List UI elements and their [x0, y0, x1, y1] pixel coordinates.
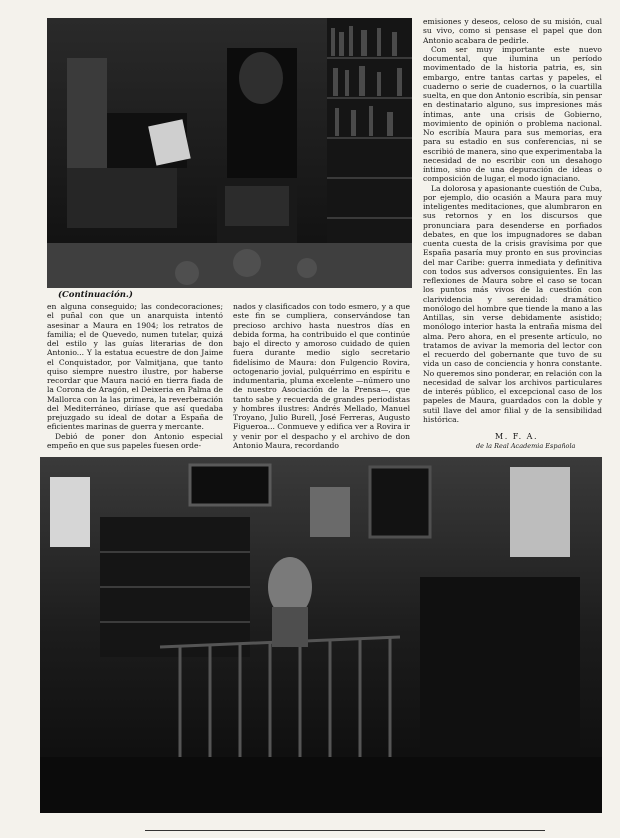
photo-archive-image	[40, 457, 602, 813]
photo-study-top	[47, 18, 412, 288]
article-column-left	[47, 302, 223, 454]
paragraph: nados y clasificados con todo esmero, y a que este fin se cumpliera, conservándose tan precioso archivo hasta nuestros días en debida forma, ha contribuido el que continúe bajo el directo y amoroso cuidado de quien fuera durante medio siglo secretario fidelísimo de Maura: don Fulgencio Rovira, octogenario jovial, pulquérrimo en espíritu e indumentaria, pluma excelente —número uno de nuestro Asociación de la Prensa—, que tanto sabe y recuerda de grandes periodistas y hombres ilustres: Andrés Mellado, Manuel Troyano, Julio Burell, José Ferreras, Augusto Figueroa... Conmueve y edifica ver a Rovira ir y venir por el despacho y el archivo de don Antonio Maura, recordando	[233, 302, 410, 450]
paragraph: Debió de poner don Antonio especial empeño en que sus papeles fuesen orde-	[47, 431, 223, 450]
author-signature: M. F. A.	[495, 432, 538, 441]
author-affiliation: de la Real Academia Española	[476, 442, 576, 450]
article-column-middle	[233, 302, 410, 454]
photo-archive-bottom	[40, 457, 602, 813]
paragraph: La dolorosa y apasionante cuestión de Cuba, por ejemplo, dio ocasión a Maura para muy inteligentes meditaciones, que alumbraron en sus retornos y en los discursos que pronunciara para desenderse en porfiados debates, en que los impugnadores se daban cuenta cuesta de la crisis gravísima por que España pasaría muy pronto en sus provincias del mar Caribe: guerra inmediata y definitiva con todos sus adversos consiguientes. En las reflexiones de Maura sobre el caso se tocan los puntos más vivos de la cuestión con clarividencia y serenidad: dramático monólogo del hombre que tiende la mano a las Antillas, sin verse debidamente asistido; monólogo interior hasta la entraña misma del alma. Pero ahora, en el presente artículo, no tratamos de avivar la memoria del lector con el recuerdo del gobernante que tuvo de su vida un caso de conciencia y honra constante. No queremos sino ponderar, en relación con la necesidad de salvar los archivos particulares de interés público, el excepcional caso de los papeles de Maura, guardados con la doble y sutil llave del amor filial y de la sensibilidad histórica.	[423, 183, 602, 424]
photo-study-image	[47, 18, 412, 288]
photo-caption: (Continuación.)	[58, 290, 133, 300]
paragraph: en alguna conseguido; las condecoraciones; el puñal con que un anarquista intentó asesinar a Maura en 1904; los retratos de familia; el de Quevedo, numen tutelar, quizá del estilo y las guías literarias de don Antonio... Y la estatua ecuestre de don Jaime el Conquistador, por Valmitjana, que tanto quiso siempre nuestro ilustre, por haberse recordar que Maura nació en tierra fiada de la Corona de Aragón, el Deixeria en Palma de Mallorca con la las primera, la reverberación del Mediterráneo, diríase que así quedaba prejuzgado su ideal de dotar a España de eficientes marinas de guerra y mercante.	[47, 302, 223, 432]
paragraph: Con ser muy importante este nuevo documental, que ilumina un período movimentado de la historia patria, es, sin embargo, entre tantas cartas y papeles, el cuaderno o serie de cuadernos, o la cuartilla suelta, en que don Antonio escribía, sin pensar en destinatario alguno, sus impresiones más íntimas, ante una crisis de Gobierno, movimiento de opinión o problema nacional. No escribía Maura para sus memorias, era para su estadio en sus conferencias, ni se escribió de manera, sino que experimentaba la necesidad de no escribir con un desahogo íntimo, sino de una depuración de ideas o composición de lugar, el modo ignaciano.	[423, 44, 602, 184]
paragraph: emisiones y deseos, celoso de su misión, cual su vivo, como si pensase el papel que don Antonio acabara de pedirle.	[423, 17, 602, 45]
page-bottom-rule	[145, 830, 545, 831]
article-column-right	[423, 17, 602, 424]
